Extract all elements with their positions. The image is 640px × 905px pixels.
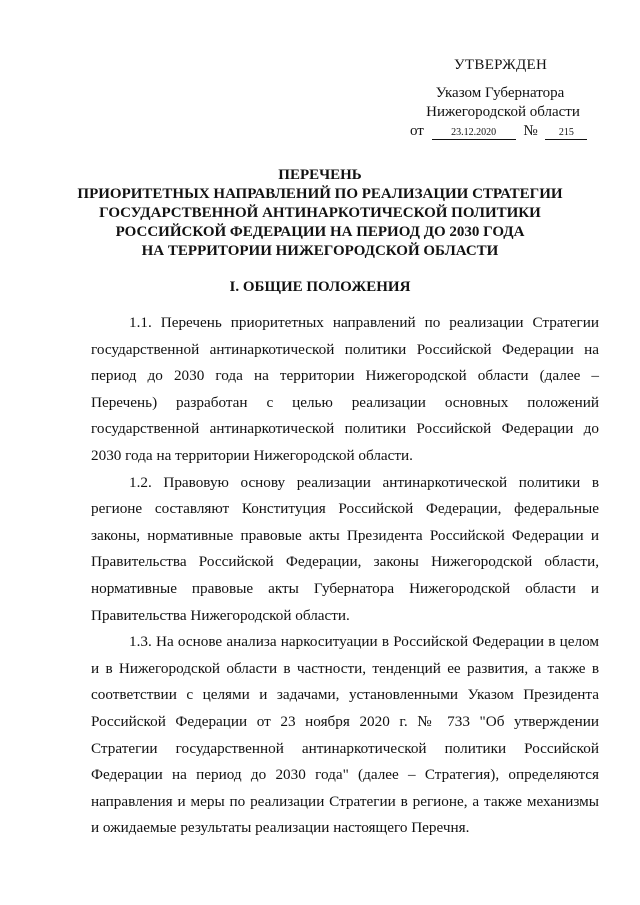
approval-stamp-label: УТВЕРЖДЕН bbox=[454, 57, 548, 73]
title-line: РОССИЙСКОЙ ФЕДЕРАЦИИ НА ПЕРИОД ДО 2030 ГОДА bbox=[115, 224, 525, 240]
paragraph: 1.3. На основе анализа наркоситуации в Российской Федерации в целом и в Нижегородской области в частности, тенденций ее развития, а также в соответствии с целями и задачами, установленными Указом Президента Российской Федерации от 23 ноября 2020 г. № 733 "Об утверждении Стратегии государственной антинаркотической политики Российской Федерации на период до 2030 года" (далее – Стратегия), определяются направления и меры по реализации Стратегии в регионе, а также механизмы и ожидаемые результаты реализации настоящего Перечня. bbox=[91, 633, 599, 837]
approval-from-label: от bbox=[410, 123, 424, 139]
title-line: НА ТЕРРИТОРИИ НИЖЕГОРОДСКОЙ ОБЛАСТИ bbox=[141, 243, 499, 259]
approval-block bbox=[400, 56, 600, 141]
document-body bbox=[91, 310, 599, 842]
document-title bbox=[60, 166, 580, 261]
approval-number: 215 bbox=[545, 127, 587, 140]
approval-authority: Указом Губернатора bbox=[435, 85, 565, 101]
approval-date: 23.12.2020 bbox=[432, 127, 516, 140]
title-line: ПЕРЕЧЕНЬ bbox=[278, 167, 362, 183]
approval-region: Нижегородской области bbox=[426, 104, 580, 120]
section-heading: I. ОБЩИЕ ПОЛОЖЕНИЯ bbox=[229, 279, 411, 295]
paragraph: 1.1. Перечень приоритетных направлений по реализации Стратегии государственной антинаркотической политики Российской Федерации на период до 2030 года на территории Нижегородской области (далее – Перечень) разработан с целью реализации основных положений государственной антинаркотической политики Российской Федерации до 2030 года на территории Нижегородской области. bbox=[91, 314, 599, 464]
title-line: ПРИОРИТЕТНЫХ НАПРАВЛЕНИЙ ПО РЕАЛИЗАЦИИ СТРАТЕГИИ bbox=[77, 186, 563, 202]
approval-number-sign: № bbox=[523, 123, 538, 139]
paragraph: 1.2. Правовую основу реализации антинаркотической политики в регионе составляют Конституция Российской Федерации, федеральные законы, нормативные правовые акты Президента Российской Федерации и Правительства Российской Федерации, законы Нижегородской области, нормативные правовые акты Губернатора Нижегородской области и Правительства Нижегородской области. bbox=[91, 473, 599, 624]
approval-date-row bbox=[410, 122, 600, 141]
title-line: ГОСУДАРСТВЕННОЙ АНТИНАРКОТИЧЕСКОЙ ПОЛИТИКИ bbox=[99, 205, 541, 221]
